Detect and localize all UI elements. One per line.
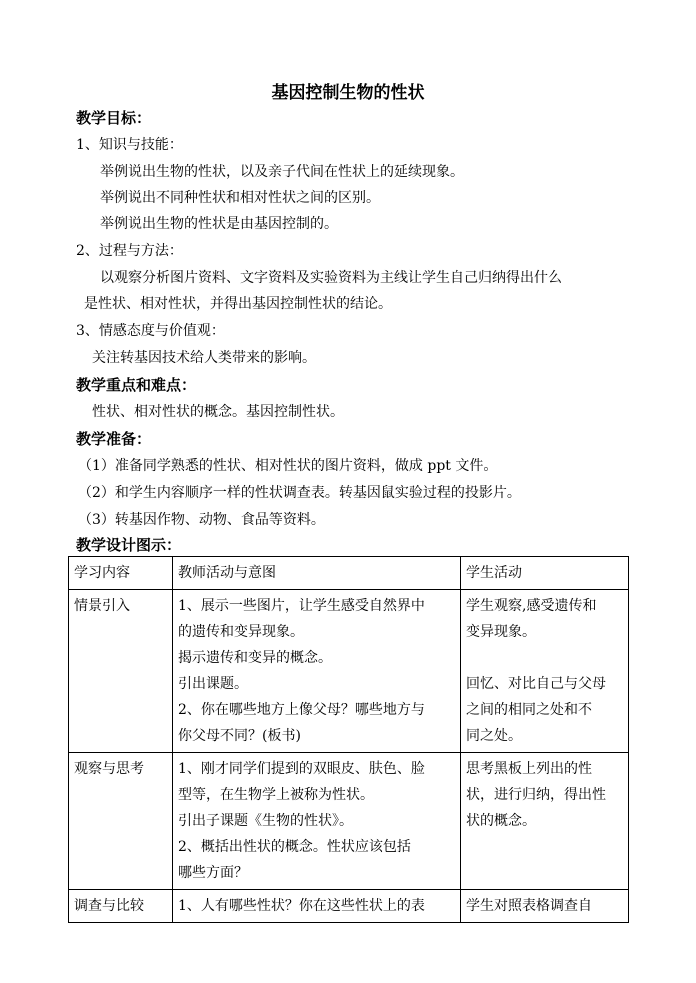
content-cell: 调查与比较 (69, 890, 173, 923)
student-cell (461, 753, 629, 890)
cell-line: 学生对照表格调查自 (466, 898, 592, 914)
process-line: 以观察分析图片资料、文字资料及实验资料为主线让学生自己归纳得出什么 (100, 270, 562, 286)
cell-line: 思考黑板上列出的性 (466, 761, 592, 777)
table-row (69, 590, 629, 753)
teacher-cell (173, 753, 461, 890)
design-heading: 教学设计图示： (76, 536, 182, 554)
cell-line: 状的概念。 (466, 813, 536, 829)
preparation-item: （3）转基因作物、动物、食品等资料。 (78, 512, 325, 528)
student-cell (461, 890, 629, 923)
knowledge-heading: 1、知识与技能： (76, 137, 183, 153)
cell-line: 状，进行归纳，得出性 (466, 787, 606, 803)
cell-line: 型等，在生物学上被称为性状。 (178, 787, 374, 803)
cell-line: 变异现象。 (466, 624, 536, 640)
teacher-cell (173, 590, 461, 753)
preparation-item: （2）和学生内容顺序一样的性状调查表。转基因鼠实验过程的投影片。 (78, 485, 521, 501)
table-header-row (69, 557, 629, 590)
knowledge-item: 举例说出生物的性状，以及亲子代间在性状上的延续现象。 (100, 164, 464, 180)
page-title: 基因控制生物的性状 (271, 83, 425, 103)
cell-line: 哪些方面？ (178, 865, 248, 881)
teacher-cell (173, 890, 461, 923)
table-header-cell: 教师活动与意图 (173, 557, 461, 590)
cell-line: 学生观察,感受遗传和 (466, 598, 597, 614)
content-cell: 观察与思考 (69, 753, 173, 890)
student-cell (461, 590, 629, 753)
design-table (68, 556, 629, 923)
preparation-item: （1）准备同学熟悉的性状、相对性状的图片资料，做成 ppt 文件。 (78, 458, 498, 474)
process-line: 是性状、相对性状，并得出基因控制性状的结论。 (84, 296, 392, 312)
cell-line: 的遗传和变异现象。 (178, 624, 304, 640)
cell-line: 2、你在哪些地方上像父母？哪些地方与 (178, 702, 425, 718)
cell-line (466, 645, 623, 671)
key-points-heading: 教学重点和难点： (76, 376, 197, 394)
content-cell: 情景引入 (69, 590, 173, 753)
table-header-cell: 学生活动 (461, 557, 629, 590)
emotion-heading: 3、情感态度与价值观： (76, 323, 225, 339)
knowledge-item: 举例说出生物的性状是由基因控制的。 (100, 216, 338, 232)
cell-line: 之间的相同之处和不 (466, 702, 592, 718)
cell-line: 1、展示一些图片，让学生感受自然界中 (178, 598, 425, 614)
knowledge-item: 举例说出不同种性状和相对性状之间的区别。 (100, 190, 380, 206)
cell-line: 回忆、对比自己与父母 (466, 676, 606, 692)
table-row (69, 890, 629, 923)
cell-line: 同之处。 (466, 728, 522, 744)
cell-line: 1、人有哪些性状？你在这些性状上的表 (178, 898, 425, 914)
objectives-heading: 教学目标： (76, 109, 152, 127)
cell-line: 揭示遗传和变异的概念。 (178, 650, 332, 666)
cell-line: 引出课题。 (178, 676, 248, 692)
emotion-text: 关注转基因技术给人类带来的影响。 (92, 350, 316, 366)
table-row (69, 753, 629, 890)
cell-line: 引出子课题《生物的性状》。 (178, 813, 353, 829)
key-points-text: 性状、相对性状的概念。基因控制性状。 (92, 404, 344, 420)
cell-line: 你父母不同？(板书) (178, 728, 301, 744)
cell-line: 1、刚才同学们提到的双眼皮、肤色、脸 (178, 761, 425, 777)
preparation-heading: 教学准备： (76, 430, 152, 448)
table-header-cell: 学习内容 (69, 557, 173, 590)
process-heading: 2、过程与方法： (76, 243, 183, 259)
cell-line: 2、概括出性状的概念。性状应该包括 (178, 839, 411, 855)
